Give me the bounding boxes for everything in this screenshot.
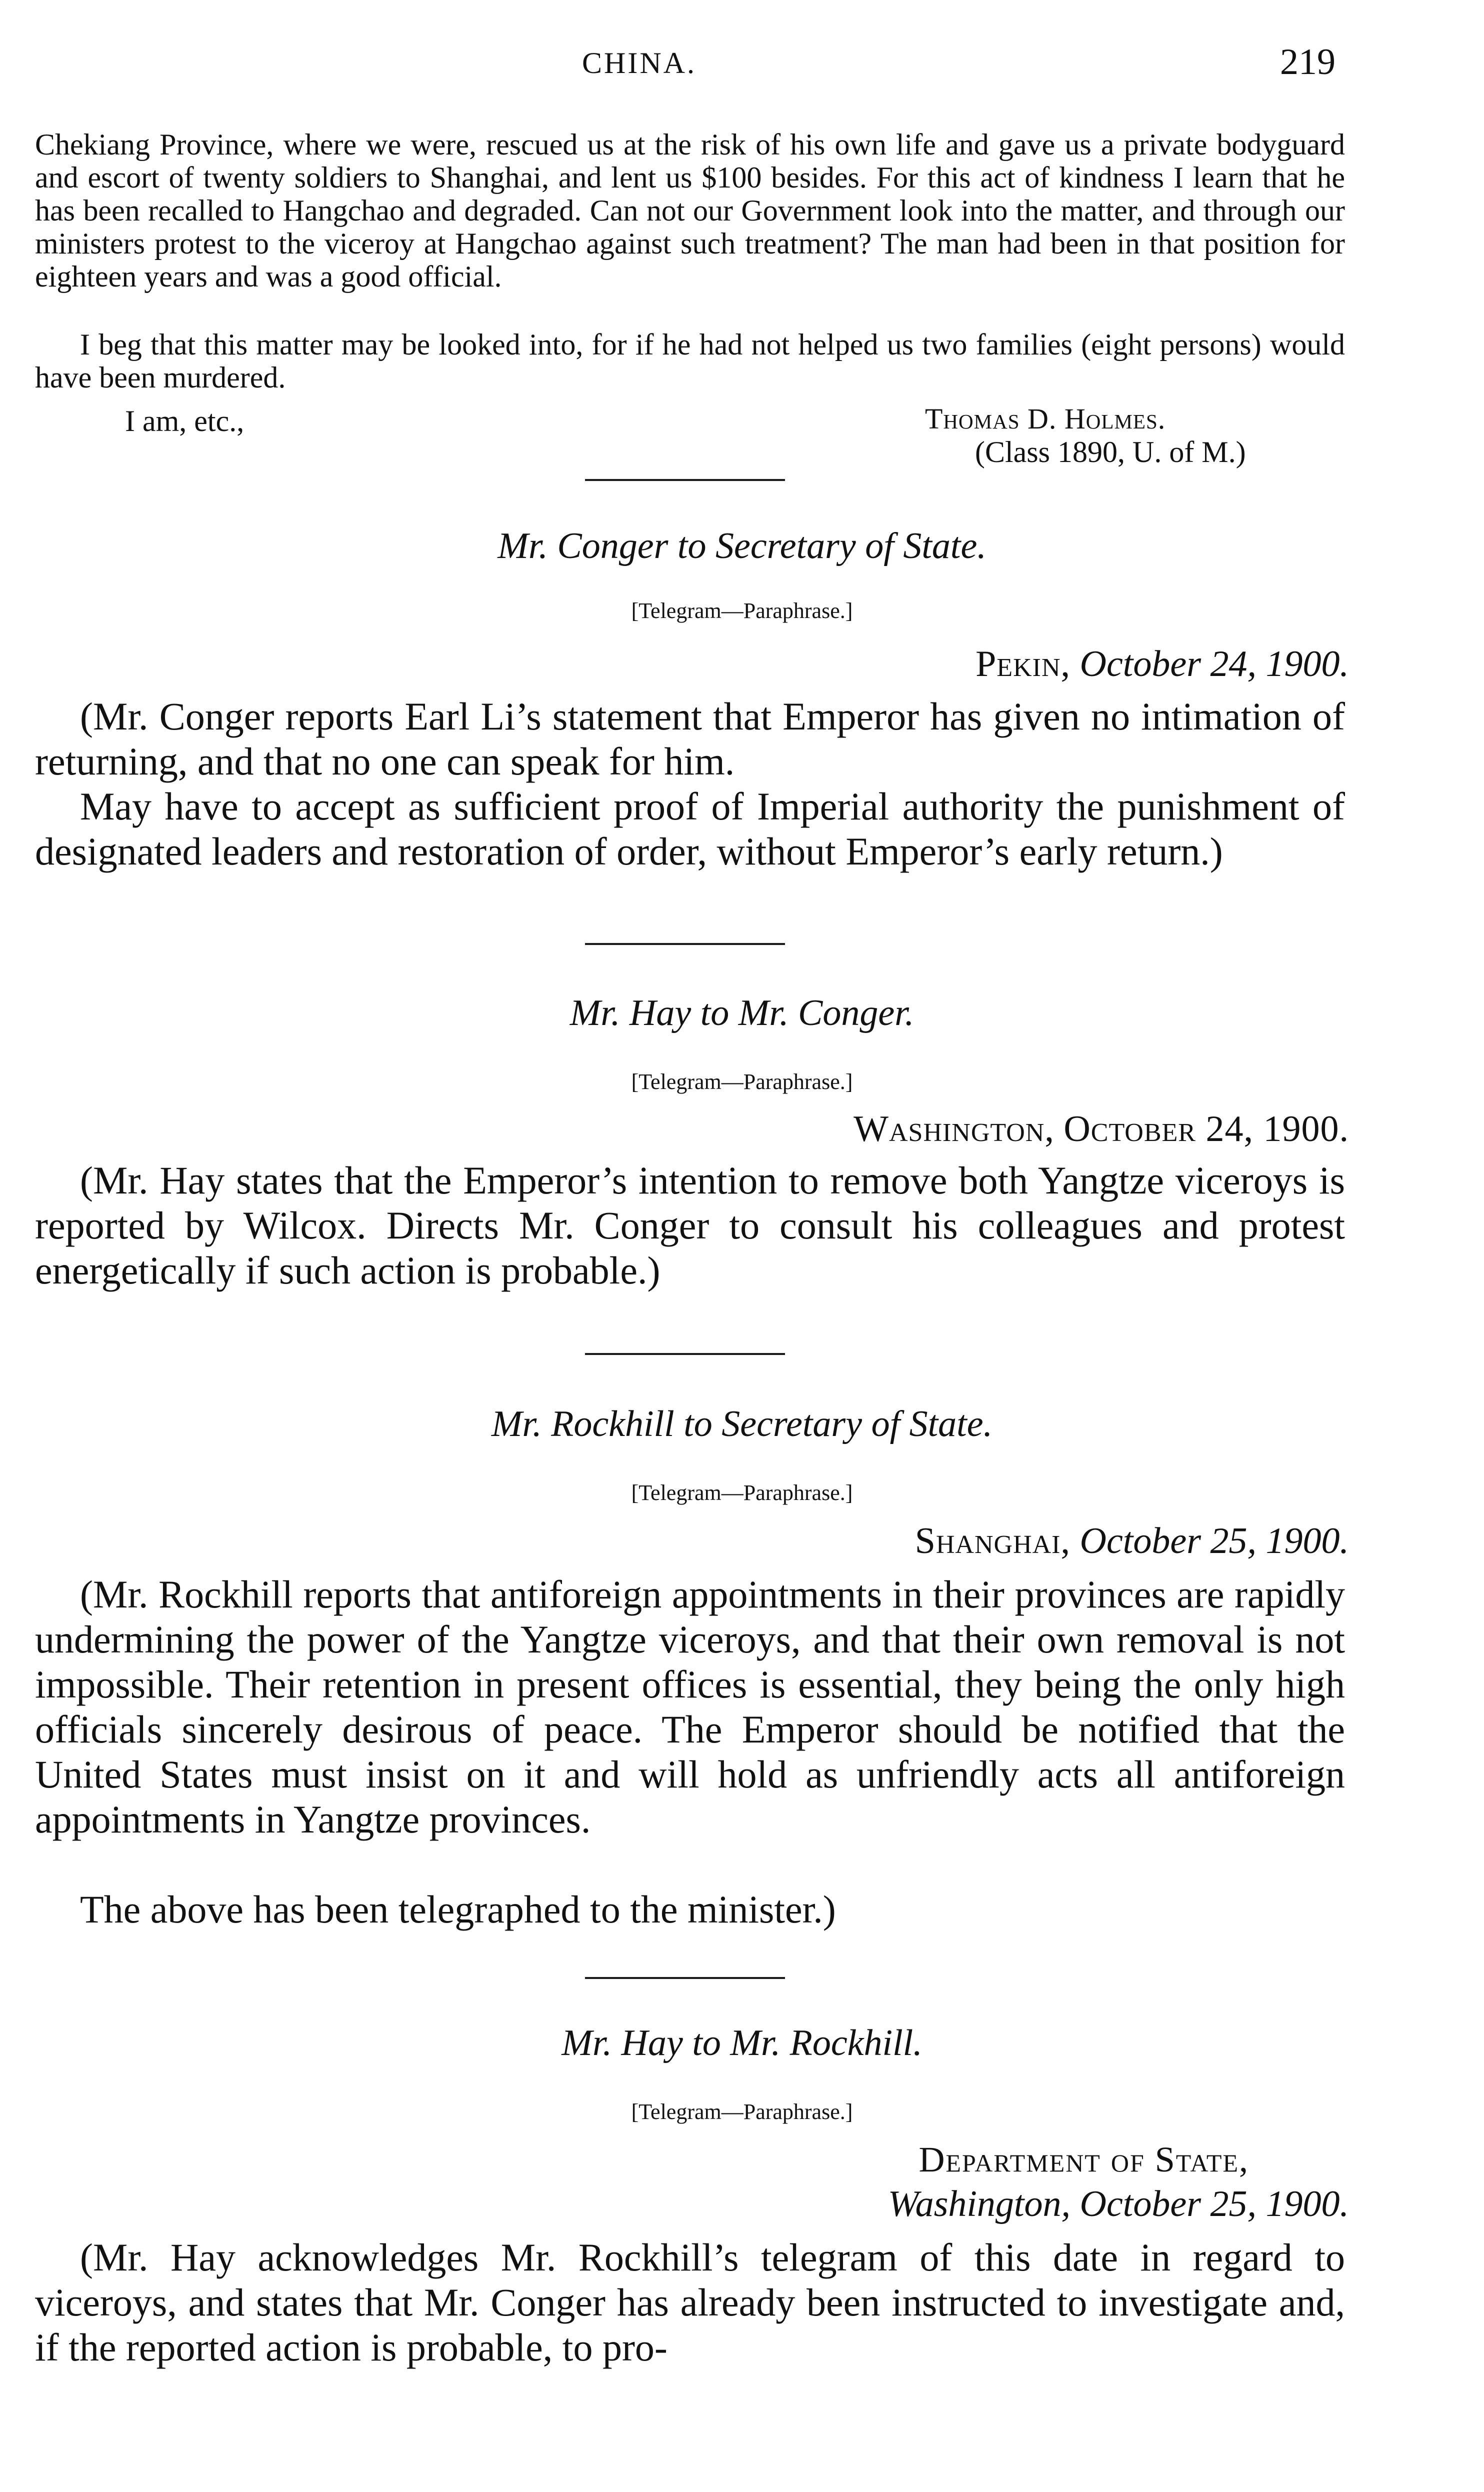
document-paragraph: (Mr. Conger reports Earl Li’s statement that Emperor has given no intimation of returning, and that no one can speak for him. [35,694,1345,783]
running-title: CHINA. [582,46,696,80]
telegram-note: [Telegram—Paraphrase.] [631,1480,853,1505]
dateline-place: Washington, [888,2184,1070,2224]
dateline-place: Shanghai, [914,1520,1070,1562]
letter-closing: I am, etc., [125,404,244,438]
dateline [915,1520,1349,1562]
page-number: 219 [1280,42,1336,82]
section-divider [585,479,785,481]
dateline [854,1108,1349,1150]
letter-paragraph-2: I beg that this matter may be looked into, for if he had not helped us two families (eight persons) would have been murdered. [35,328,1345,394]
telegram-note: [Telegram—Paraphrase.] [631,598,853,623]
document-paragraph: (Mr. Hay states that the Emperor’s intention to remove both Yangtze viceroys is reported by Wilcox. Directs Mr. Conger to consult his colleagues and protest energetically if such action is probable.) [35,1158,1345,1292]
section-divider [585,1977,785,1979]
dateline [888,2183,1349,2226]
letter-signer-affiliation: (Class 1890, U. of M.) [975,436,1246,468]
document-paragraph: The above has been telegraphed to the minister.) [80,1888,836,1931]
dateline-date: October 24, 1900. [1080,644,1349,684]
document-heading: Mr. Hay to Mr. Conger. [570,992,914,1034]
document-paragraph: (Mr. Rockhill reports that antiforeign appointments in their provinces are rapidly undermining the power of the Yangtze viceroys, and that their own removal is not impossible. Their retention in present offices is essential, they being the only high officials sincerely desirous of peace. The Emperor should be notified that the United States must insist on it and will hold as unfriendly acts all antiforeign appointments in Yangtze provinces. [35,1572,1345,1841]
dateline-place: Washington, [854,1108,1054,1150]
document-heading: Mr. Rockhill to Secretary of State. [491,1404,993,1444]
dateline-date: October 25, 1900. [1080,2184,1349,2224]
telegram-note: [Telegram—Paraphrase.] [631,1070,853,1094]
dateline-date: October 25, 1900. [1080,1520,1349,1562]
section-divider [585,1353,785,1355]
document-paragraph: May have to accept as sufficient proof of Imperial authority the punishment of designated leaders and restoration of order, without Emperor’s early return.) [35,784,1345,873]
department-line: Department of State, [918,2140,1249,2180]
document-paragraph: (Mr. Hay acknowledges Mr. Rockhill’s telegram of this date in regard to viceroys, and states that Mr. Conger has already been instructed to investigate and, if the reported action is probable, to pro- [35,2236,1345,2369]
document-heading: Mr. Hay to Mr. Rockhill. [562,2022,922,2064]
letter-signer: Thomas D. Holmes. [925,402,1166,435]
dateline [976,643,1349,686]
section-divider [585,943,785,945]
document-heading: Mr. Conger to Secretary of State. [498,526,986,566]
letter-paragraph-1: Chekiang Province, where we were, rescued us at the risk of his own life and gave us a private bodyguard and escort of twenty soldiers to Shanghai, and lent us $100 besides. For this act of kindness I learn that he has been recalled to Hangchao and degraded. Can not our Government look into the matter, and through our ministers protest to the viceroy at Hangchao against such treatment? The man had been in that position for eighteen years and was a good official. [35,128,1345,293]
dateline-date: October 24, 1900. [1064,1108,1349,1150]
telegram-note: [Telegram—Paraphrase.] [631,2100,853,2124]
dateline-place: Pekin, [976,644,1070,684]
